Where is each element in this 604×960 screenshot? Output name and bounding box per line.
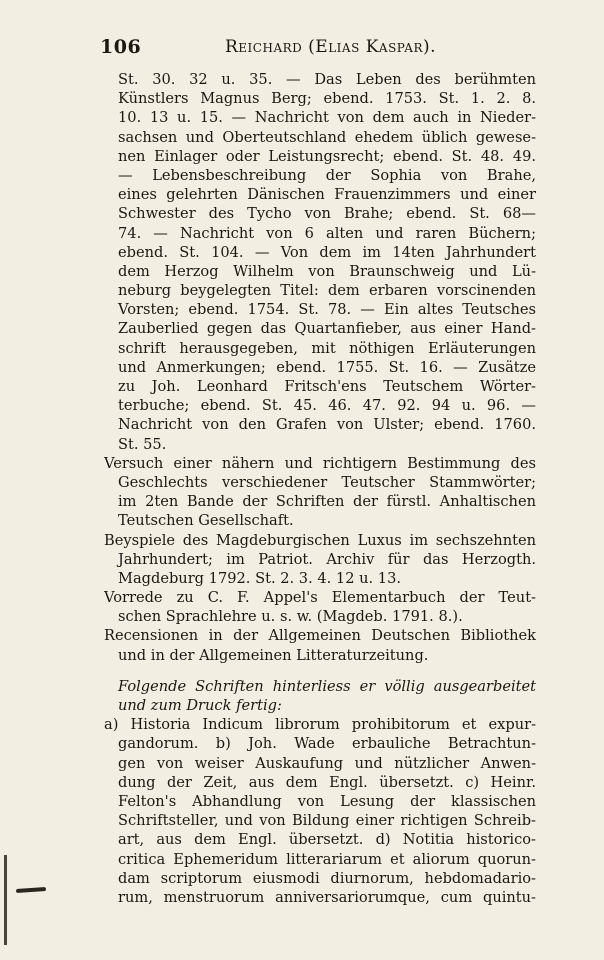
text-line: terbuche; ebend. St. 45. 46. 47. 92. 94 u. 96. — bbox=[118, 397, 536, 415]
page-edge-shadow bbox=[4, 855, 7, 945]
text-line: Teutschen Gesellschaft. bbox=[118, 512, 294, 530]
text-line: 74. — Nachricht von 6 alten und raren Büchern; bbox=[118, 224, 536, 242]
text-line: Versuch einer nähern und richtigern Bestimmung des bbox=[104, 454, 536, 472]
text-line: zu Joh. Leonhard Fritsch'ens Teutschem Wörter- bbox=[118, 378, 536, 395]
text-line: Schriftsteller, und von Bildung einer richtigen Schreib- bbox=[118, 812, 536, 830]
running-title: Reichard (Elias Kaspar). bbox=[225, 37, 437, 57]
page-number: 106 bbox=[100, 36, 142, 58]
text-line: 10. 13 u. 15. — Nachricht von dem auch in Nieder- bbox=[118, 109, 536, 127]
page-header bbox=[100, 36, 535, 66]
text-line: schrift herausgegeben, mit nöthigen Erläuterungen bbox=[118, 339, 536, 357]
text-line: Felton's Abhandlung von Lesung der klassischen bbox=[118, 792, 536, 810]
italic-heading-line: Folgende Schriften hinterliess er völlig ausgearbeitet bbox=[118, 677, 536, 695]
section-gap bbox=[104, 665, 536, 677]
text-line: dung der Zeit, aus dem Engl. übersetzt. c) Heinr. bbox=[118, 773, 536, 791]
text-line: St. 30. 32 u. 35. — Das Leben des berühmten bbox=[118, 71, 536, 88]
text-line: St. 55. bbox=[118, 435, 167, 453]
italic-heading-line: und zum Druck fertig: bbox=[118, 697, 282, 714]
text-line: eines gelehrten Dänischen Frauenzimmers und einer bbox=[118, 186, 536, 204]
text-line: und in der Allgemeinen Litteraturzeitung. bbox=[118, 646, 429, 664]
text-line: Magdeburg 1792. St. 2. 3. 4. 12 u. 13. bbox=[118, 569, 402, 587]
text-line: gen von weiser Auskaufung und nützlicher Anwen- bbox=[118, 754, 536, 772]
text-line: Vorsten; ebend. 1754. St. 78. — Ein altes Teutsches bbox=[118, 301, 536, 319]
text-line: Nachricht von den Grafen von Ulster; ebend. 1760. bbox=[118, 416, 536, 434]
text-line: critica Ephemeridum litterariarum et aliorum quorun- bbox=[118, 850, 536, 868]
text-line: schen Sprachlehre u. s. w. (Magdeb. 1791. 8.). bbox=[118, 608, 463, 626]
text-line: dem Herzog Wilhelm von Braunschweig und Lü- bbox=[118, 262, 536, 280]
text-line: — Lebensbeschreibung der Sophia von Brahe, bbox=[118, 166, 536, 184]
text-line: ebend. St. 104. — Von dem im 14ten Jahrhundert bbox=[118, 243, 536, 261]
text-line: Recensionen in der Allgemeinen Deutschen Bibliothek bbox=[104, 627, 536, 645]
text-line: rum, menstruorum anniversariorumque, cum quintu- bbox=[118, 888, 536, 906]
text-line: Schwester des Tycho von Brahe; ebend. St. 68— bbox=[118, 205, 536, 223]
ink-mark bbox=[16, 887, 46, 893]
text-line: Beyspiele des Magdeburgischen Luxus im sechszehnten bbox=[104, 531, 536, 549]
page-body bbox=[104, 70, 536, 907]
text-line: a) Historia Indicum librorum prohibitorum et expur- bbox=[104, 716, 536, 734]
text-line: Vorrede zu C. F. Appel's Elementarbuch der Teut- bbox=[104, 589, 536, 607]
text-line: und Anmerkungen; ebend. 1755. St. 16. — Zusätze bbox=[118, 358, 536, 376]
text-line: Zauberlied gegen das Quartanfieber, aus einer Hand- bbox=[118, 320, 536, 338]
text-line: dam scriptorum eiusmodi diurnorum, hebdomadario- bbox=[118, 869, 536, 887]
text-line: gandorum. b) Joh. Wade erbauliche Betrachtun- bbox=[118, 735, 536, 753]
text-line: Jahrhundert; im Patriot. Archiv für das Herzogth. bbox=[118, 550, 536, 568]
text-line: nen Einlager oder Leistungsrecht; ebend. St. 48. 49. bbox=[118, 147, 536, 165]
text-line: sachsen und Oberteutschland ehedem üblich gewese- bbox=[118, 128, 536, 146]
text-line: neburg beygelegten Titel: dem erbaren vorscinenden bbox=[118, 282, 536, 300]
text-line: im 2ten Bande der Schriften der fürstl. Anhaltischen bbox=[118, 493, 536, 511]
text-line: Künstlers Magnus Berg; ebend. 1753. St. 1. 2. 8. bbox=[118, 90, 536, 108]
text-line: Geschlechts verschiedener Teutscher Stammwörter; bbox=[118, 473, 536, 491]
text-line: art, aus dem Engl. übersetzt. d) Notitia historico- bbox=[118, 831, 536, 849]
